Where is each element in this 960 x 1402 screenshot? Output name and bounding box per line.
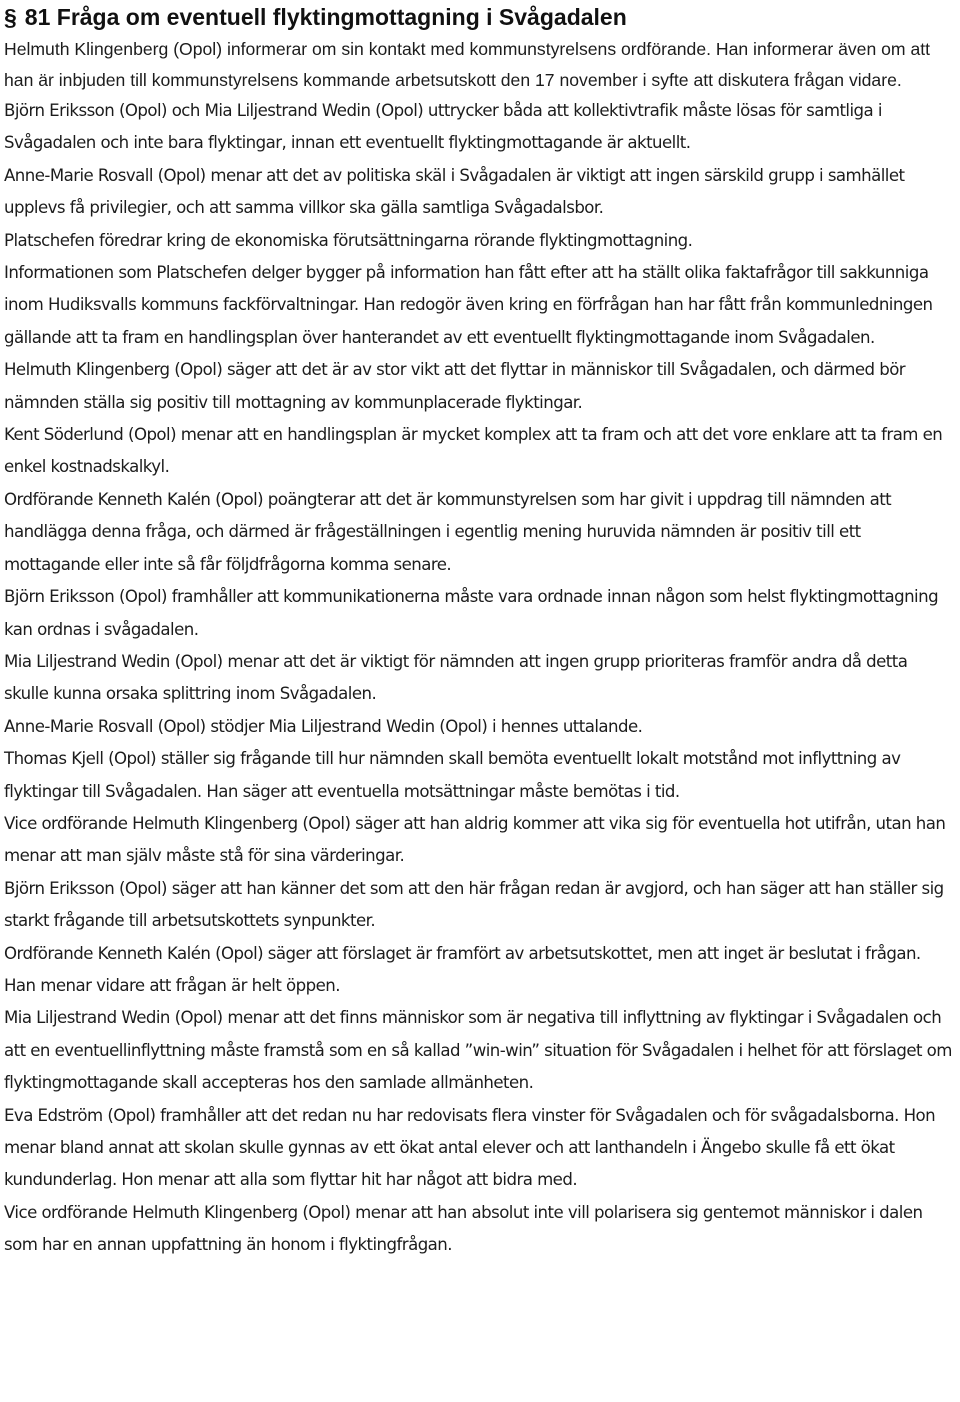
paragraph-platschefen-ekonomi: Platschefen föredrar kring de ekonomiska förutsättningarna rörande flyktingmottagning. — [4, 230, 693, 250]
paragraph-eriksson-kommunikationer: Björn Eriksson (Opol) framhåller att kommunikationerna måste vara ordnade innan någon som helst flyktingmottagning kan ordnas i svågadalen. — [4, 587, 939, 639]
paragraph-klingenberg-hot: Vice ordförande Helmuth Klingenberg (Opol) säger att han aldrig kommer att vika sig för eventuella hot utifrån, utan han menar att man själv måste stå för sina värderingar. — [4, 813, 946, 866]
paragraph-rosvall-stod: Anne-Marie Rosvall (Opol) stödjer Mia Liljestrand Wedin (Opol) i hennes uttalande. — [4, 716, 643, 736]
paragraph-edstrom-vinster: Eva Edström (Opol) framhåller att det redan nu har redovisats flera vinster för Svågadalen och för svågadalsborna. Hon menar bland annat att skolan skulle gynnas av ett ökat antal elever och att lanthandeln i Ängebo skulle få ett ökat kundunderlag. Hon menar att alla som flyttar hit har något att bidra med. — [4, 1105, 936, 1190]
paragraph-rosvall-privilegier: Anne-Marie Rosvall (Opol) menar att det av politiska skäl i Svågadalen är viktigt att ingen särskild grupp i samhället upplevs få privilegier, och att samma villkor ska gälla samtliga Svågadalsbor. — [4, 165, 905, 218]
paragraph-kalen-forslag: Ordförande Kenneth Kalén (Opol) säger att förslaget är framfört av arbetsutskottet, men att inget är beslutat i frågan. Han menar vidare att frågan är helt öppen. — [4, 943, 921, 995]
paragraph-klingenberg-inflyttning: Helmuth Klingenberg (Opol) säger att det är av stor vikt att det flyttar in människor till Svågadalen, och därmed bör nämnden ställa sig positiv till mottagning av kommunplacerade flyktingar. — [4, 360, 906, 412]
paragraph-wedin-win-win: Mia Liljestrand Wedin (Opol) menar att det finns människor som är negativa till inflyttning av flyktingar i Svågadalen och att en eventuellinflyttning måste framstå som en så kallad ”win-win” situation för Svågadalen i helhet för att förslaget om flyktingmottagande skall accepteras hos den samlade allmänheten. — [4, 1008, 952, 1093]
section-heading — [4, 0, 956, 34]
paragraph-kalen-uppdrag: Ordförande Kenneth Kalén (Opol) poängterar att det är kommunstyrelsen som har givit i uppdrag till nämnden att handlägga denna fråga, och därmed är frågeställningen i egentlig mening huruvida nämnden är positiv till ett mottagande eller inte så får följdfrågorna komma senare. — [4, 489, 892, 574]
paragraph-platschefen-information: Informationen som Platschefen delger bygger på information han fått efter att ha ställt olika faktafrågor till sakkunniga inom Hudiksvalls kommuns fackförvaltningar. Han redogör även kring en förfrågan han har fått från kommunledningen gällande att ta fram en handlingsplan över hanterandet av ett eventuellt flyktingmottagande inom Svågadalen. — [4, 263, 933, 347]
document-page — [4, 0, 956, 1262]
paragraph-eriksson-avgjord: Björn Eriksson (Opol) säger att han känner det som att den här frågan redan är avgjord, och han säger att han ställer sig starkt frågande till arbetsutskottets synpunkter. — [4, 878, 944, 931]
intro-paragraph: Helmuth Klingenberg (Opol) informerar om sin kontakt med kommunstyrelsens ordförande. Han informerar även om att han är inbjuden till kommunstyrelsens kommande arbetsutskott den 17 november i syfte att diskutera frågan vidare. — [4, 39, 931, 90]
paragraph-soderlund-handlingsplan: Kent Söderlund (Opol) menar att en handlingsplan är mycket komplex att ta fram och att det vore enklare att ta fram en enkel kostnadskalkyl. — [4, 425, 943, 477]
section-symbol: § — [4, 4, 17, 30]
paragraph-wedin-prioritering: Mia Liljestrand Wedin (Opol) menar att det är viktigt för nämnden att ingen grupp prioriteras framför andra då detta skulle kunna orsaka splittring inom Svågadalen. — [4, 651, 908, 704]
paragraph-eriksson-wedin-kollektivtrafik: Björn Eriksson (Opol) och Mia Liljestrand Wedin (Opol) uttrycker båda att kollektivtrafik måste lösas för samtliga i Svågadalen och inte bara flyktingar, innan ett eventuellt flyktingmottagande är aktuellt. — [4, 101, 882, 153]
section-title: 81 Fråga om eventuell flyktingmottagning i Svågadalen — [24, 4, 627, 30]
paragraph-kjell-motstand: Thomas Kjell (Opol) ställer sig frågande till hur nämnden skall bemöta eventuellt lokalt motstånd mot inflyttning av flyktingar till Svågadalen. Han säger att eventuella motsättningar måste bemötas i tid. — [4, 749, 901, 801]
minutes-body — [4, 95, 956, 1262]
paragraph-klingenberg-polarisera: Vice ordförande Helmuth Klingenberg (Opol) menar att han absolut inte vill polarisera sig gentemot människor i dalen som har en annan uppfattning än honom i flyktingfrågan. — [4, 1202, 923, 1255]
